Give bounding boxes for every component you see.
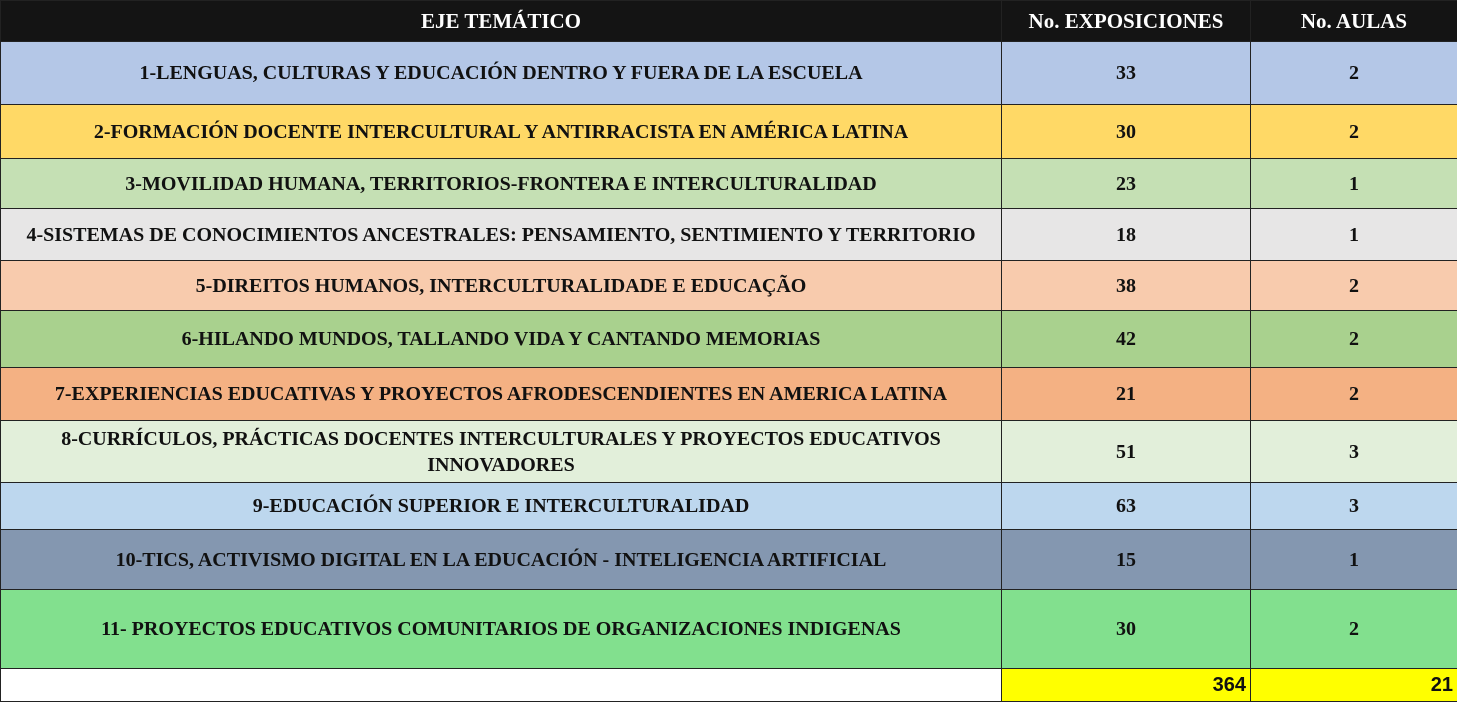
header-row xyxy=(1,1,1457,42)
totals-blank-cell xyxy=(1,669,1002,702)
total-aulas: 21 xyxy=(1251,669,1457,702)
header-theme: EJE TEMÁTICO xyxy=(1,1,1002,42)
total-exposiciones: 364 xyxy=(1002,669,1251,702)
table-row xyxy=(1,590,1457,669)
exposiciones-cell: 21 xyxy=(1002,368,1251,421)
theme-cell: 4-SISTEMAS DE CONOCIMIENTOS ANCESTRALES: PENSAMIENTO, SENTIMIENTO Y TERRITORIO xyxy=(1,209,1002,261)
exposiciones-cell: 38 xyxy=(1002,261,1251,311)
exposiciones-cell: 30 xyxy=(1002,105,1251,159)
table-row xyxy=(1,105,1457,159)
theme-cell: 5-DIREITOS HUMANOS, INTERCULTURALIDADE E EDUCAÇÃO xyxy=(1,261,1002,311)
table-row xyxy=(1,261,1457,311)
exposiciones-cell: 15 xyxy=(1002,530,1251,590)
exposiciones-cell: 23 xyxy=(1002,159,1251,209)
theme-cell: 6-HILANDO MUNDOS, TALLANDO VIDA Y CANTANDO MEMORIAS xyxy=(1,311,1002,368)
aulas-cell: 2 xyxy=(1251,42,1457,105)
theme-cell: 1-LENGUAS, CULTURAS Y EDUCACIÓN DENTRO Y FUERA DE LA ESCUELA xyxy=(1,42,1002,105)
aulas-cell: 1 xyxy=(1251,159,1457,209)
exposiciones-cell: 51 xyxy=(1002,421,1251,483)
theme-cell: 2-FORMACIÓN DOCENTE INTERCULTURAL Y ANTIRRACISTA EN AMÉRICA LATINA xyxy=(1,105,1002,159)
table-row xyxy=(1,311,1457,368)
table-row xyxy=(1,368,1457,421)
exposiciones-cell: 33 xyxy=(1002,42,1251,105)
aulas-cell: 3 xyxy=(1251,483,1457,530)
aulas-cell: 2 xyxy=(1251,311,1457,368)
theme-cell: 3-MOVILIDAD HUMANA, TERRITORIOS-FRONTERA E INTERCULTURALIDAD xyxy=(1,159,1002,209)
aulas-cell: 2 xyxy=(1251,368,1457,421)
header-exposiciones: No. EXPOSICIONES xyxy=(1002,1,1251,42)
table-row xyxy=(1,209,1457,261)
table-row xyxy=(1,483,1457,530)
header-aulas: No. AULAS xyxy=(1251,1,1457,42)
table-row xyxy=(1,42,1457,105)
exposiciones-cell: 42 xyxy=(1002,311,1251,368)
theme-cell: 9-EDUCACIÓN SUPERIOR E INTERCULTURALIDAD xyxy=(1,483,1002,530)
table-row xyxy=(1,421,1457,483)
aulas-cell: 2 xyxy=(1251,261,1457,311)
theme-cell: 11- PROYECTOS EDUCATIVOS COMUNITARIOS DE ORGANIZACIONES INDIGENAS xyxy=(1,590,1002,669)
aulas-cell: 1 xyxy=(1251,530,1457,590)
aulas-cell: 3 xyxy=(1251,421,1457,483)
theme-cell: 8-CURRÍCULOS, PRÁCTICAS DOCENTES INTERCULTURALES Y PROYECTOS EDUCATIVOS INNOVADORES xyxy=(1,421,1002,483)
table-row xyxy=(1,159,1457,209)
aulas-cell: 2 xyxy=(1251,105,1457,159)
theme-cell: 7-EXPERIENCIAS EDUCATIVAS Y PROYECTOS AFRODESCENDIENTES EN AMERICA LATINA xyxy=(1,368,1002,421)
aulas-cell: 2 xyxy=(1251,590,1457,669)
exposiciones-cell: 18 xyxy=(1002,209,1251,261)
aulas-cell: 1 xyxy=(1251,209,1457,261)
theme-cell: 10-TICS, ACTIVISMO DIGITAL EN LA EDUCACIÓN - INTELIGENCIA ARTIFICIAL xyxy=(1,530,1002,590)
exposiciones-cell: 30 xyxy=(1002,590,1251,669)
exposiciones-cell: 63 xyxy=(1002,483,1251,530)
table-row xyxy=(1,530,1457,590)
totals-row xyxy=(1,669,1457,702)
